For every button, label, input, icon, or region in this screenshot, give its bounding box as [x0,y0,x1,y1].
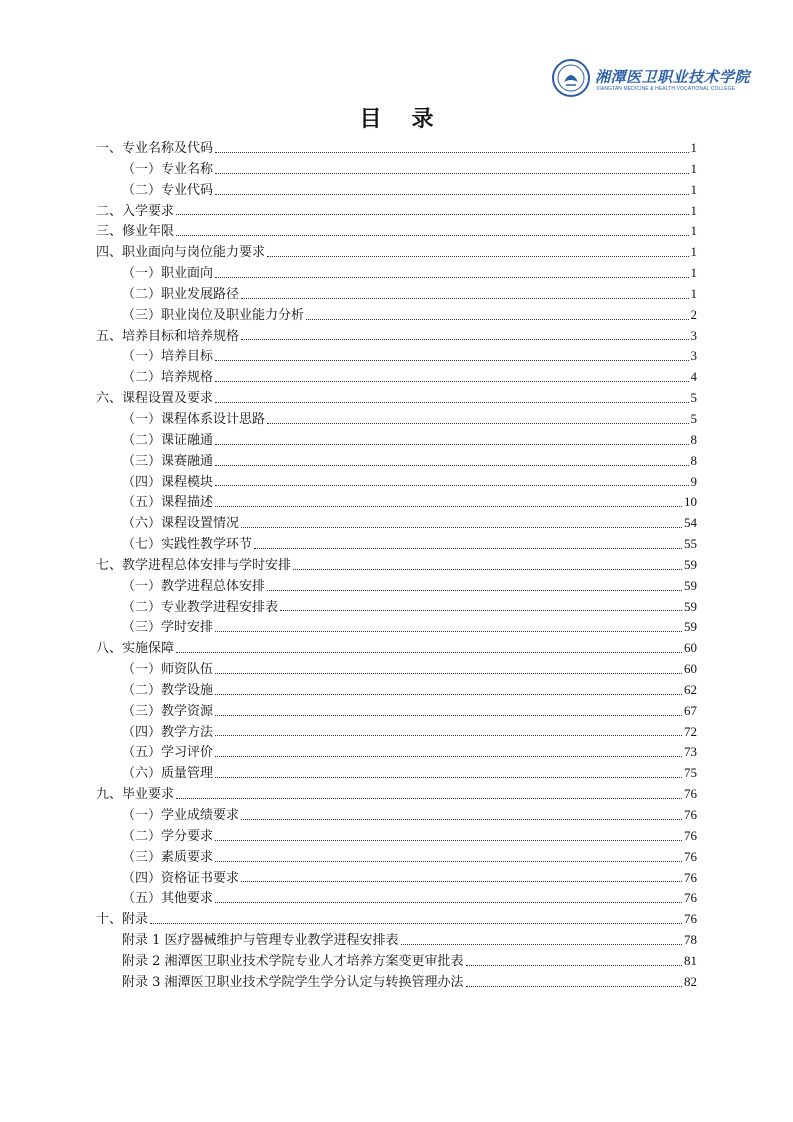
toc-dot-leader [241,819,682,820]
toc-dot-leader [215,694,682,695]
toc-dot-leader [215,631,682,632]
toc-entry-label: （五）学习评价 [122,745,214,761]
toc-entry-page: 2 [690,306,697,322]
toc-entry-label: 七、教学进程总体安排与学时安排 [96,557,292,573]
toc-entry-page: 5 [690,410,697,426]
toc-dot-leader [215,735,682,736]
toc-entry-label: （五）其他要求 [122,891,214,907]
toc-entry-label: （六）课程设置情况 [122,516,240,532]
toc-dot-leader [293,569,682,570]
toc-entry-label: （二）学分要求 [122,828,214,844]
toc-entry[interactable] [96,472,697,493]
toc-entry-page: 76 [684,848,697,864]
toc-entry-label: （三）教学资源 [122,703,214,719]
toc-entry[interactable] [96,805,697,826]
toc-entry-page: 59 [684,598,697,614]
toc-entry-page: 60 [684,640,697,656]
toc-entry-page: 72 [684,723,697,739]
toc-entry[interactable] [96,680,697,701]
toc-entry[interactable] [96,701,697,722]
toc-entry-label: 五、培养目标和培养规格 [96,328,240,344]
toc-dot-leader [267,590,682,591]
toc-entry-page: 76 [684,869,697,885]
toc-entry-page: 76 [684,807,697,822]
toc-entry[interactable] [96,263,697,284]
toc-entry-page: 54 [684,515,697,531]
toc-entry-label: 二、入学要求 [96,203,175,219]
toc-entry[interactable] [96,451,697,472]
toc-entry-page: 5 [690,390,697,406]
toc-dot-leader [241,339,688,340]
toc-entry-page: 4 [690,369,697,385]
toc-entry[interactable] [96,784,697,805]
toc-entry-label: （四）教学方法 [122,724,214,740]
toc-entry-page: 81 [684,952,697,968]
toc-entry-page: 1 [690,160,697,176]
toc-entry[interactable] [96,847,697,868]
toc-entry-page: 82 [684,973,697,989]
toc-entry[interactable] [96,242,697,263]
toc-dot-leader [241,298,688,299]
toc-dot-leader [215,444,688,445]
toc-entry[interactable] [96,326,697,347]
toc-entry-label: （七）实践性教学环节 [122,537,253,553]
toc-dot-leader [215,902,682,903]
toc-entry-label: （一）职业面向 [122,266,214,282]
toc-entry[interactable] [96,617,697,638]
toc-entry-page: 3 [690,348,697,364]
toc-entry-label: （二）培养规格 [122,370,214,386]
toc-entry[interactable] [96,284,697,305]
toc-entry[interactable] [96,513,697,534]
toc-entry-page: 60 [684,661,697,677]
toc-dot-leader [215,673,682,674]
toc-entry-label: （三）学时安排 [122,620,214,636]
toc-entry[interactable] [96,763,697,784]
toc-entry-label: 一、专业名称及代码 [96,141,214,156]
toc-entry-label: 九、毕业要求 [96,787,175,803]
logo-text-cn: 湘潭医卫职业技术学院 [595,68,751,86]
toc-entry-page: 76 [684,786,697,802]
toc-entry[interactable] [96,492,697,513]
toc-entry-page: 10 [684,494,697,510]
college-emblem-icon [551,58,591,98]
toc-entry[interactable] [96,409,697,430]
toc-entry-page: 1 [690,140,697,155]
toc-entry[interactable] [96,346,697,367]
toc-entry[interactable] [96,659,697,680]
toc-entry-page: 55 [684,536,697,552]
toc-dot-leader [215,360,688,361]
toc-entry-page: 59 [684,556,697,572]
toc-entry[interactable] [96,201,697,222]
toc-entry[interactable] [96,367,697,388]
college-logo [551,58,751,102]
toc-entry-label: （一）师资队伍 [122,662,214,678]
toc-entry[interactable] [96,180,697,201]
toc-entry-page: 1 [690,181,697,197]
toc-dot-leader [215,840,682,841]
toc-dot-leader [215,402,688,403]
toc-entry[interactable] [96,888,697,909]
toc-dot-leader [215,194,688,195]
toc-entry-label: 附录 1 医疗器械维护与管理专业教学进程安排表 [122,933,399,949]
toc-dot-leader [466,965,682,966]
toc-entry-label: （三）职业岗位及职业能力分析 [122,307,305,323]
toc-dot-leader [215,152,688,153]
toc-entry-page: 78 [684,932,697,948]
toc-dot-leader [466,986,682,987]
toc-entry-label: （一）课程体系设计思路 [122,411,266,427]
toc-entry-label: （三）课赛融通 [122,453,214,469]
toc-entry[interactable] [96,722,697,743]
toc-dot-leader [176,798,682,799]
toc-dot-leader [215,756,682,757]
toc-dot-leader [254,548,682,549]
toc-entry[interactable] [96,597,697,618]
toc-entry[interactable] [96,638,697,659]
toc-entry[interactable] [96,868,697,889]
toc-entry-page: 76 [684,827,697,843]
toc-entry-label: 附录 3 湘潭医卫职业技术学院学生学分认定与转换管理办法 [122,974,464,990]
toc-entry-page: 67 [684,702,697,718]
toc-entry-label: （二）专业教学进程安排表 [122,599,279,615]
toc-entry-page: 76 [684,911,697,927]
toc-entry[interactable] [96,555,697,576]
toc-entry-label: （三）素质要求 [122,849,214,865]
toc-dot-leader [176,235,688,236]
toc-entry[interactable] [96,576,697,597]
toc-dot-leader [176,214,688,215]
toc-dot-leader [280,610,682,611]
toc-entry-page: 75 [684,765,697,781]
toc-entry-label: （二）职业发展路径 [122,286,240,302]
toc-entry[interactable] [96,430,697,451]
toc-entry-label: （一）专业名称 [122,161,214,177]
page-title: 目录 [359,107,464,132]
toc-dot-leader [215,715,682,716]
toc-entry-label: 十、附录 [96,912,149,928]
toc-entry-label: 附录 2 湘潭医卫职业技术学院专业人才培养方案变更审批表 [122,953,464,969]
toc-entry-page: 59 [684,577,697,593]
toc-entry-label: （五）课程描述 [122,495,214,511]
toc-entry-label: （一）学业成绩要求 [122,808,240,823]
toc-entry-page: 76 [684,890,697,906]
toc-entry[interactable] [96,826,697,847]
toc-dot-leader [267,423,688,424]
toc-entry-page: 59 [684,619,697,635]
toc-dot-leader [241,881,682,882]
toc-entry-page: 62 [684,681,697,697]
toc-dot-leader [267,256,688,257]
toc-dot-leader [150,923,682,924]
toc-dot-leader [215,777,682,778]
toc-dot-leader [215,506,682,507]
toc-entry-label: （一）培养目标 [122,349,214,365]
toc-entry-label: （一）教学进程总体安排 [122,578,266,594]
toc-dot-leader [215,381,688,382]
toc-entry-page: 1 [690,265,697,281]
toc-dot-leader [215,173,688,174]
toc-dot-leader [215,485,688,486]
table-of-contents [96,138,697,993]
toc-entry-label: 三、修业年限 [96,224,175,240]
toc-entry-label: （四）课程模块 [122,474,214,490]
logo-text-en: XIANGTAN MEDICINE & HEALTH VOCATIONAL COLLEGE [596,86,736,92]
toc-entry-page: 3 [690,327,697,343]
toc-entry[interactable] [96,972,697,993]
toc-entry-label: （二）专业代码 [122,182,214,198]
toc-entry-label: （二）课证融通 [122,432,214,448]
toc-dot-leader [241,527,682,528]
toc-entry-label: 六、课程设置及要求 [96,391,214,407]
toc-entry-label: （六）质量管理 [122,766,214,782]
toc-entry[interactable] [96,159,697,180]
toc-entry[interactable] [96,138,697,159]
toc-entry-page: 1 [690,223,697,239]
toc-entry-label: （四）资格证书要求 [122,870,240,886]
toc-entry[interactable] [96,909,697,930]
toc-entry[interactable] [96,305,697,326]
toc-entry-page: 9 [690,473,697,489]
toc-dot-leader [215,277,688,278]
toc-entry-page: 1 [690,285,697,301]
toc-entry-page: 8 [690,452,697,468]
toc-dot-leader [401,944,682,945]
toc-dot-leader [306,319,688,320]
toc-dot-leader [215,465,688,466]
toc-dot-leader [176,652,682,653]
toc-entry[interactable] [96,221,697,242]
toc-entry-label: 八、实施保障 [96,641,175,657]
toc-entry-page: 1 [690,244,697,260]
toc-entry[interactable] [96,742,697,763]
toc-entry[interactable] [96,388,697,409]
toc-entry-page: 1 [690,202,697,218]
toc-entry-label: （二）教学设施 [122,682,214,698]
toc-entry-page: 73 [684,744,697,760]
toc-entry-page: 8 [690,431,697,447]
toc-entry[interactable] [96,930,697,951]
toc-entry[interactable] [96,534,697,555]
toc-entry[interactable] [96,951,697,972]
toc-dot-leader [215,861,682,862]
toc-entry-label: 四、职业面向与岗位能力要求 [96,245,266,261]
